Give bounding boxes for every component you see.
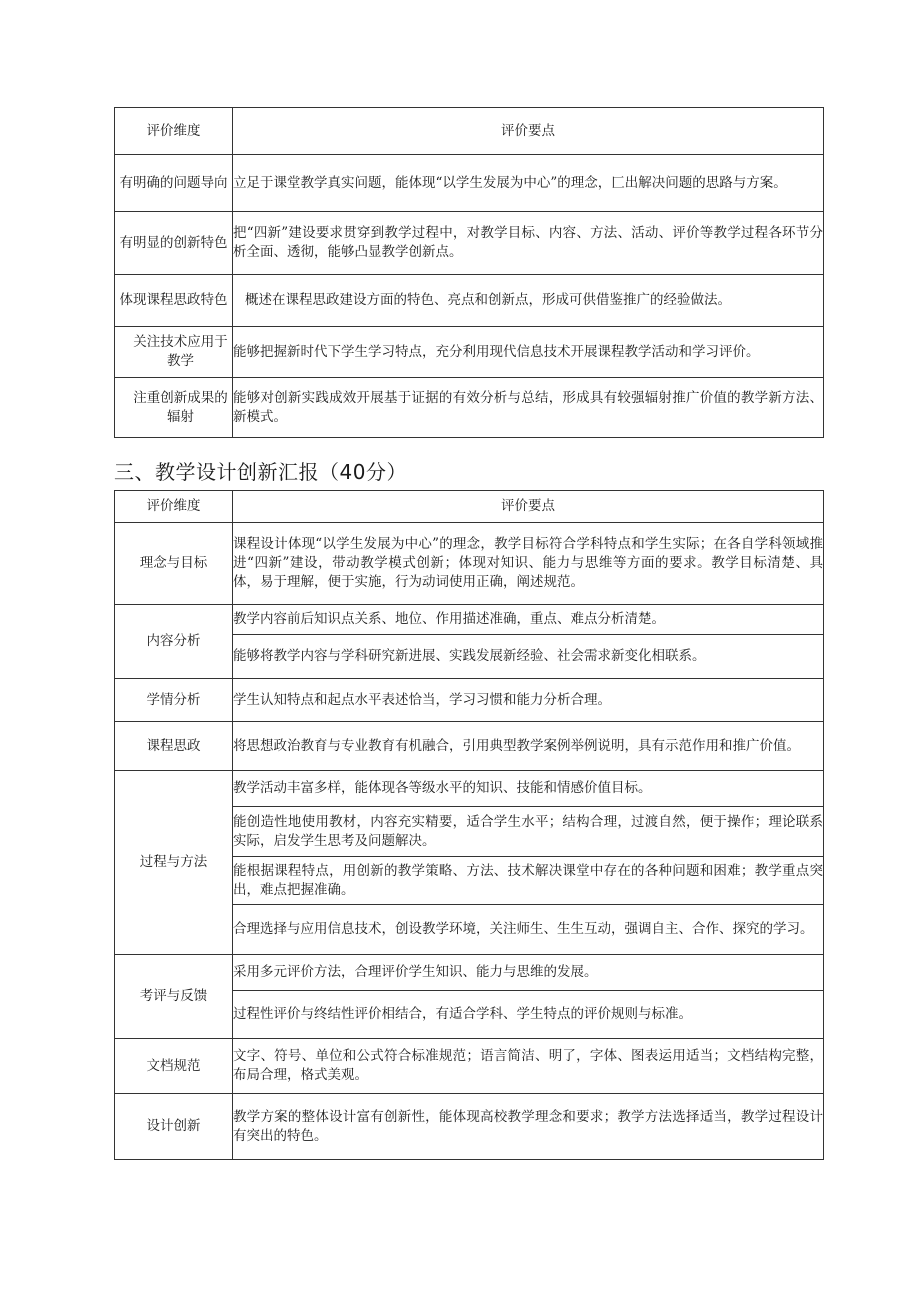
row-dimension: 有明确的问题导向 bbox=[115, 155, 233, 212]
header-dimension: 评价维度 bbox=[115, 491, 233, 523]
table-row bbox=[115, 1039, 824, 1094]
table-row bbox=[115, 722, 824, 771]
table-row bbox=[115, 679, 824, 722]
row-point: 能创造性地使用教材，内容充实精要，适合学生水平；结构合理，过渡自然，便于操作；理论联系实际，启发学生思考及问题解决。 bbox=[233, 807, 824, 857]
table-row bbox=[115, 378, 824, 438]
row-point: 能根据课程特点，用创新的教学策略、方法、技术解决课堂中存在的各种问题和困难；教学重点突出，难点把握准确。 bbox=[233, 857, 824, 905]
header-dimension: 评价维度 bbox=[115, 108, 233, 155]
row-dimension: 文档规范 bbox=[115, 1039, 233, 1094]
row-point: 能够把握新时代下学生学习特点，充分利用现代信息技术开展课程教学活动和学习评价。 bbox=[233, 327, 824, 378]
row-dimension: 内容分析 bbox=[115, 605, 233, 679]
row-dimension: 关注技术应用于教学 bbox=[115, 327, 233, 378]
row-point: 课程设计体现“以学生发展为中心”的理念，教学目标符合学科特点和学生实际；在各自学科领域推进“四新”建设，带动教学模式创新；体现对知识、能力与思维等方面的要求。教学目标清楚、具体，易于理解，便于实施，行为动词使用正确，阐述规范。 bbox=[233, 523, 824, 605]
row-point: 过程性评价与终结性评价相结合，有适合学科、学生特点的评价规则与标准。 bbox=[233, 991, 824, 1039]
row-point: 教学内容前后知识点关系、地位、作用描述准确，重点、难点分析清楚。 bbox=[233, 605, 824, 635]
table-row bbox=[115, 327, 824, 378]
row-dimension: 课程思政 bbox=[115, 722, 233, 771]
criteria-table-2 bbox=[114, 490, 824, 1160]
row-dimension: 有明显的创新特色 bbox=[115, 212, 233, 275]
row-dimension: 过程与方法 bbox=[115, 771, 233, 955]
table-header-row bbox=[115, 491, 824, 523]
table-row bbox=[115, 1094, 824, 1160]
row-dimension: 设计创新 bbox=[115, 1094, 233, 1160]
table-row bbox=[115, 955, 824, 991]
row-dimension: 体现课程思政特色 bbox=[115, 275, 233, 327]
row-dimension: 学情分析 bbox=[115, 679, 233, 722]
row-point: 立足于课堂教学真实问题，能体现“以学生发展为中心”的理念，匚出解决问题的思路与方案。 bbox=[233, 155, 824, 212]
row-point: 采用多元评价方法，合理评价学生知识、能力与思维的发展。 bbox=[233, 955, 824, 991]
table-row bbox=[115, 605, 824, 635]
criteria-table-1 bbox=[114, 107, 824, 438]
row-point: 能够将教学内容与学科研究新进展、实践发展新经验、社会需求新变化相联系。 bbox=[233, 635, 824, 679]
table-row bbox=[115, 155, 824, 212]
table-row bbox=[115, 275, 824, 327]
row-point: 教学方案的整体设计富有创新性，能体现高校教学理念和要求；教学方法选择适当，教学过程设计有突出的特色。 bbox=[233, 1094, 824, 1160]
table-row bbox=[115, 771, 824, 807]
row-point: 文字、符号、单位和公式符合标准规范；语言简洁、明了，字体、图表运用适当；文档结构完整，布局合理，格式美观。 bbox=[233, 1039, 824, 1094]
header-points: 评价要点 bbox=[233, 108, 824, 155]
row-point: 学生认知特点和起点水平表述恰当，学习习惯和能力分析合理。 bbox=[233, 679, 824, 722]
section-title: 三、教学设计创新汇报（40分） bbox=[114, 460, 407, 484]
row-point: 将思想政治教育与专业教育有机融合，引用典型教学案例举例说明，具有示范作用和推广价值。 bbox=[233, 722, 824, 771]
row-dimension: 考评与反馈 bbox=[115, 955, 233, 1039]
row-point: 能够对创新实践成效开展基于证据的有效分析与总结，形成具有较强辐射推广价值的教学新方法、新模式。 bbox=[233, 378, 824, 438]
row-point: 教学活动丰富多样，能体现各等级水平的知识、技能和情感价值目标。 bbox=[233, 771, 824, 807]
row-dimension: 注重创新成果的辐射 bbox=[115, 378, 233, 438]
table-row bbox=[115, 212, 824, 275]
table-header-row bbox=[115, 108, 824, 155]
row-dimension: 理念与目标 bbox=[115, 523, 233, 605]
table-row bbox=[115, 523, 824, 605]
header-points: 评价要点 bbox=[233, 491, 824, 523]
row-point: 合理选择与应用信息技术，创设教学环境，关注师生、生生互动，强调自主、合作、探究的学习。 bbox=[233, 905, 824, 955]
row-point: 把“四新”建设要求贯穿到教学过程中，对教学目标、内容、方法、活动、评价等教学过程各环节分析全面、透彻，能够凸显教学创新点。 bbox=[233, 212, 824, 275]
row-point: 概述在课程思政建设方面的特色、亮点和创新点，形成可供借鉴推广的经验做法。 bbox=[233, 275, 824, 327]
